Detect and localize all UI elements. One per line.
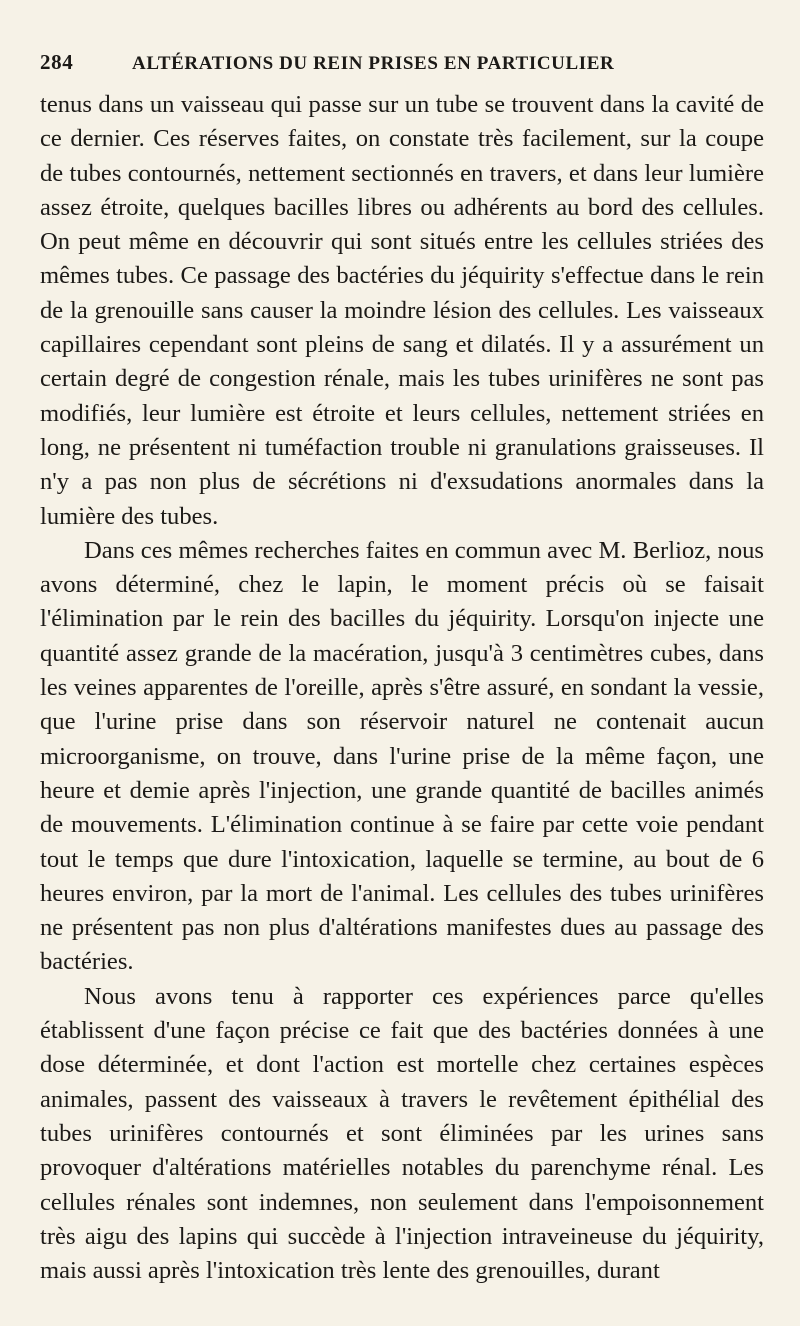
paragraph-continuation: tenus dans un vaisseau qui passe sur un tube se trouvent dans la cavité de ce dernier. Ces réserves faites, on constate très facilement, sur la coupe de tubes contournés, nettement sectionnés en travers, et dans leur lumière assez étroite, quelques bacilles libres ou adhérents au bord des cellules. On peut même en découvrir qui sont situés entre les cellules striées des mêmes tubes. Ce passage des bactéries du jéquirity s'effectue dans le rein de la grenouille sans causer la moindre lésion des cellules. Les vaisseaux capillaires cependant sont pleins de sang et dilatés. Il y a assurément un certain degré de congestion rénale, mais les tubes urinifères ne sont pas modifiés, leur lumière est étroite et leurs cellules, nettement striées en long, ne présentent ni tuméfaction trouble ni granulations graisseuses. Il n'y a pas non plus de sécrétions ni d'exsudations anormales dans la lumière des tubes. <box>40 91 764 530</box>
paragraph-conclusion: Nous avons tenu à rapporter ces expériences parce qu'elles établissent d'une façon précise ce fait que des bactéries données à une dose déterminée, et dont l'action est mortelle chez certaines espèces animales, passent des vaisseaux à travers le revêtement épithélial des tubes urinifères contournés et sont éliminées par les urines sans provoquer d'altérations matérielles notables du parenchyme rénal. Les cellules rénales sont indemnes, non seulement dans l'empoisonnement très aigu des lapins qui succède à l'injection intraveineuse du jéquirity, mais aussi après l'intoxication très lente des grenouilles, durant <box>40 982 764 1285</box>
paragraph-berlioz-experiment: Dans ces mêmes recherches faites en commun avec M. Berlioz, nous avons déterminé, chez le lapin, le moment précis où se faisait l'élimination par le rein des bacilles du jéquirity. Lorsqu'on injecte une quantité assez grande de la macération, jusqu'à 3 centimètres cubes, dans les veines apparentes de l'oreille, après s'être assuré, en sondant la vessie, que l'urine prise dans son réservoir naturel ne contenait aucun microorganisme, on trouve, dans l'urine prise de la même façon, une heure et demie après l'injection, une grande quantité de bacilles animés de mouvements. L'élimination continue à se faire par cette voie pendant tout le temps que dure l'intoxication, laquelle se termine, au bout de 6 heures environ, par la mort de l'animal. Les cellules des tubes urinifères ne présentent pas non plus d'altérations manifestes dues au passage des bactéries. <box>40 536 764 976</box>
page-number: 284 <box>40 50 74 74</box>
running-header <box>40 50 764 84</box>
body-text <box>40 88 764 1288</box>
running-title: ALTÉRATIONS DU REIN PRISES EN PARTICULIER <box>132 53 615 74</box>
